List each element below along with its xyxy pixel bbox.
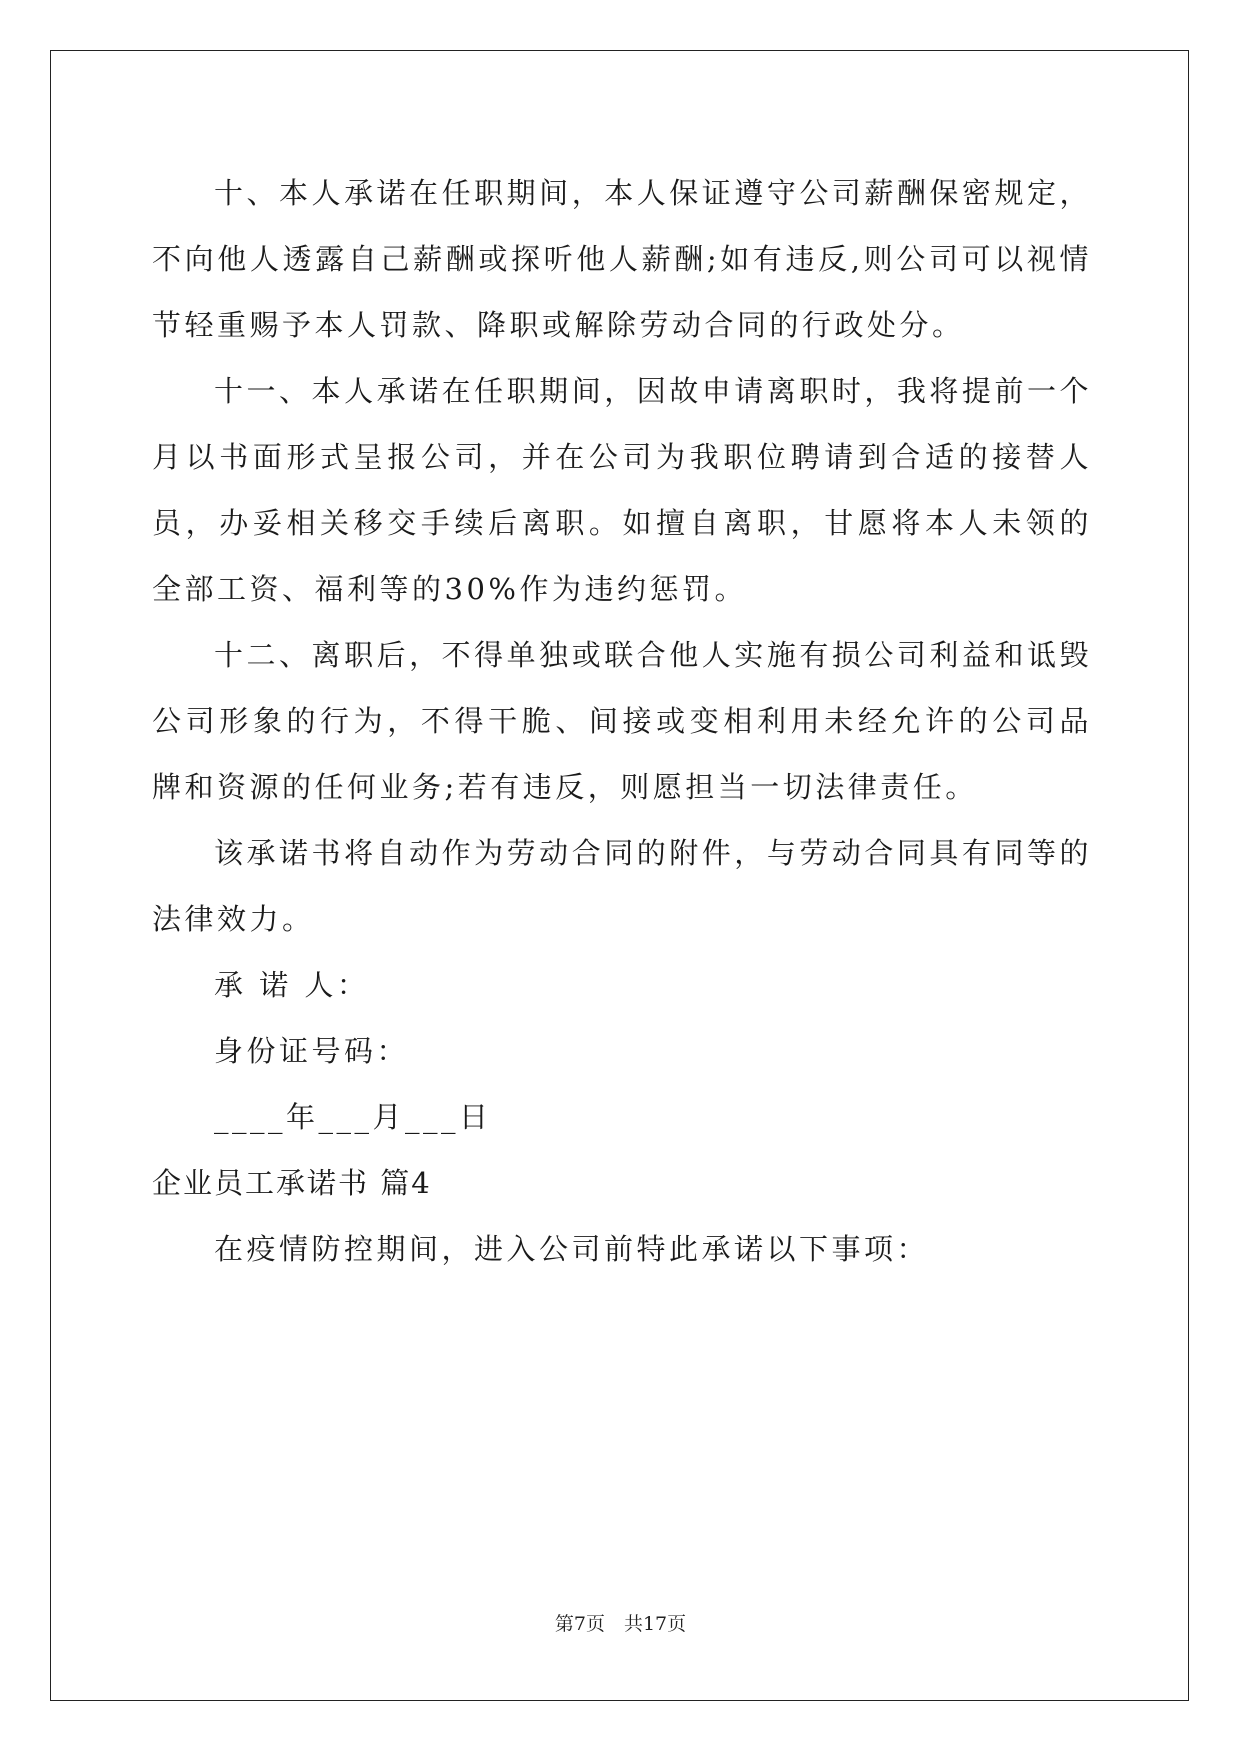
- paragraph-twelve: 十二、离职后，不得单独或联合他人实施有损公司利益和诋毁公司形象的行为，不得干脆、间接或变相利用未经允许的公司品牌和资源的任何业务;若有违反，则愿担当一切法律责任。: [152, 638, 1092, 804]
- paragraph-eleven: 十一、本人承诺在任职期间，因故申请离职时，我将提前一个月以书面形式呈报公司，并在公司为我职位聘请到合适的接替人员，办妥相关移交手续后离职。如擅自离职，甘愿将本人未领的全部工资、福利等的30%作为违约惩罚。: [152, 374, 1092, 606]
- page-footer: 第7页 共17页: [554, 1613, 687, 1635]
- section-heading: 企业员工承诺书 篇4: [152, 1166, 432, 1200]
- section-intro: 在疫情防控期间，进入公司前特此承诺以下事项：: [214, 1232, 930, 1266]
- id-number-label: 身份证号码：: [214, 1034, 410, 1068]
- date-line: ____年___月___日: [214, 1100, 492, 1134]
- promiser-label: 承 诺 人：: [214, 968, 370, 1002]
- paragraph-legal-effect: 该承诺书将自动作为劳动合同的附件，与劳动合同具有同等的法律效力。: [152, 836, 1092, 936]
- paragraph-ten: 十、本人承诺在任职期间，本人保证遵守公司薪酬保密规定，不向他人透露自己薪酬或探听他人薪酬;如有违反,则公司可以视情节轻重赐予本人罚款、降职或解除劳动合同的行政处分。: [152, 176, 1092, 342]
- document-body: [152, 160, 1092, 1282]
